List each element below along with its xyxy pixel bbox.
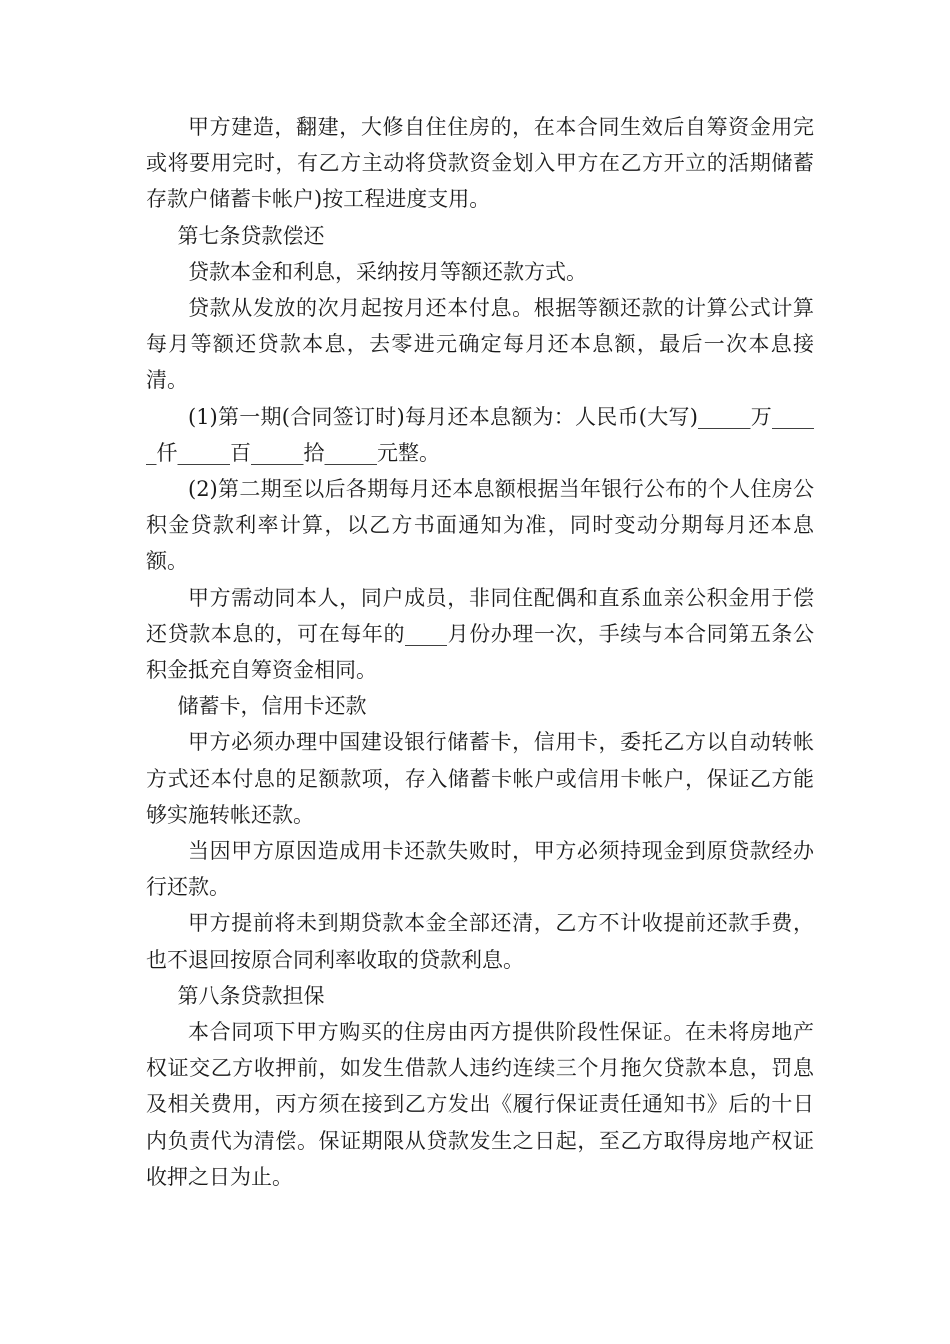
paragraph-early-repayment: 甲方提前将未到期贷款本金全部还清，乙方不计收提前还款手费，也不退回按原合同利率收取的贷款利息。: [146, 911, 814, 972]
paragraph-provident-fund-use: 甲方需动同本人，同户成员，非同住配偶和直系血亲公积金用于偿还贷款本息的，可在每年的____月份办理一次，手续与本合同第五条公积金抵充自筹资金相同。: [146, 585, 814, 683]
paragraph-guarantee: 本合同项下甲方购买的住房由丙方提供阶段性保证。在未将房地产权证交乙方收押前，如发生借款人违约连续三个月拖欠贷款本息，罚息及相关费用，丙方须在接到乙方发出《履行保证责任通知书》后的十日内负责代为清偿。保证期限从贷款发生之日起，至乙方取得房地产权证收押之日为止。: [146, 1020, 814, 1189]
paragraph-monthly-repayment: 贷款从发放的次月起按月还本付息。根据等额还款的计算公式计算每月等额还贷款本息，去零进元确定每月还本息额，最后一次本息接清。: [146, 296, 814, 393]
paragraph-later-periods: (2)第二期至以后各期每月还本息额根据当年银行公布的个人住房公积金贷款利率计算，以乙方书面通知为准，同时变动分期每月还本息额。: [146, 477, 814, 574]
paragraph-first-period-amount: (1)第一期(合同签订时)每月还本息额为：人民币(大写)_____万_____仟_____百_____拾_____元整。: [146, 404, 814, 465]
paragraph-card-failure: 当因甲方原因造成用卡还款失败时，甲方必须持现金到原贷款经办行还款。: [146, 839, 814, 900]
section-heading-article-8: 第八条贷款担保: [177, 983, 325, 1008]
paragraph-card-requirement: 甲方必须办理中国建设银行储蓄卡，信用卡，委托乙方以自动转帐方式还本付息的足额款项，存入储蓄卡帐户或信用卡帐户，保证乙方能够实施转帐还款。: [146, 730, 814, 827]
paragraph-construction-funds: 甲方建造，翻建，大修自住住房的，在本合同生效后自筹资金用完或将要用完时，有乙方主动将贷款资金划入甲方在乙方开立的活期储蓄存款户储蓄卡帐户)按工程进度支用。: [146, 115, 814, 212]
paragraph-repayment-method: 贷款本金和利息，采纳按月等额还款方式。: [188, 259, 587, 284]
section-heading-card-repayment: 储蓄卡，信用卡还款: [177, 694, 367, 719]
section-heading-article-7: 第七条贷款偿还: [177, 223, 325, 248]
document-page: [146, 109, 814, 1195]
